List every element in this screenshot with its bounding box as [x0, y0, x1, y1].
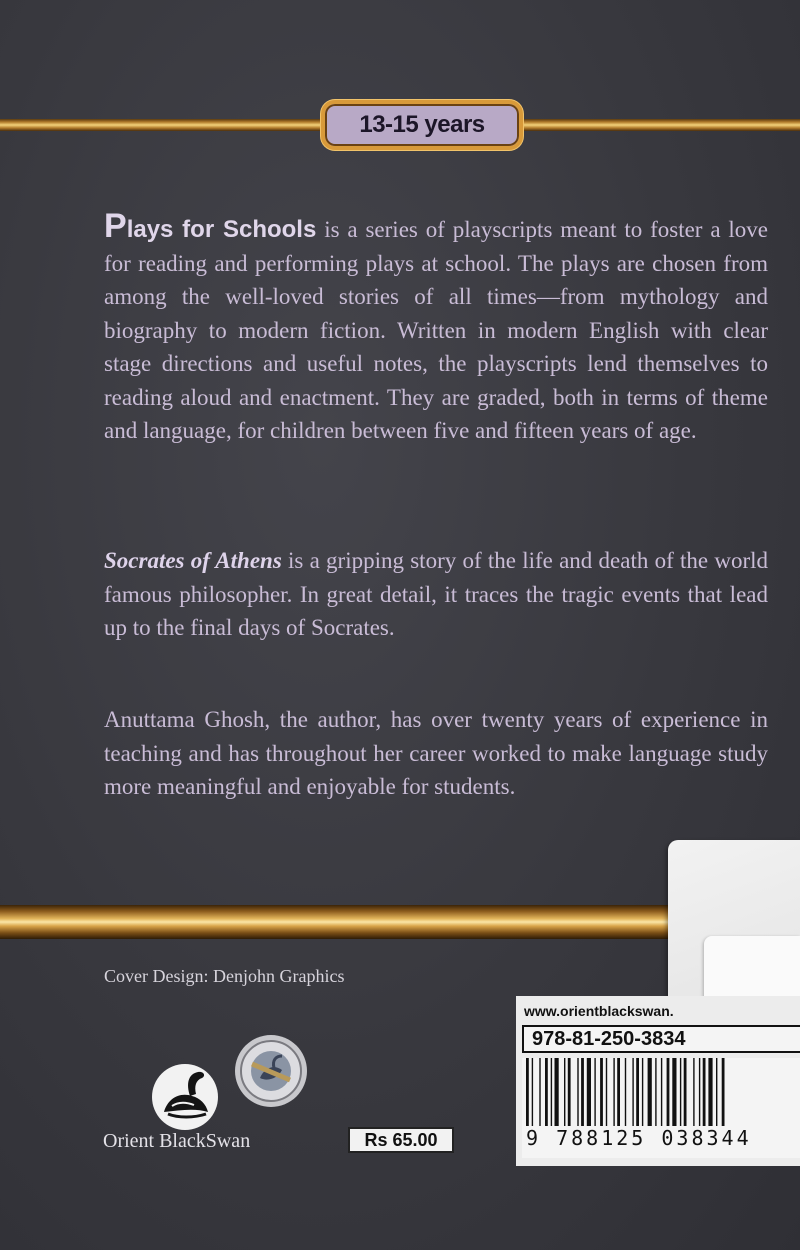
- book-description-text: is a gripping story of the life and death of the world famous philosopher. In great detail, it traces the tragic events that lead up to the final days of Socrates.: [104, 548, 768, 640]
- series-description: [104, 207, 768, 448]
- age-range-label: 13-15 years: [359, 111, 485, 138]
- cover-design-credit: Cover Design: Denjohn Graphics: [104, 966, 345, 986]
- book-description: [104, 544, 768, 645]
- isbn-number: 978-81-250-3834: [522, 1025, 800, 1053]
- series-dropcap: P: [104, 207, 127, 245]
- author-bio: Anuttama Ghosh, the author, has over twenty years of experience in teaching and has throughout her career worked to make language study more meaningful and enjoyable for students.: [104, 707, 768, 799]
- award-seal-icon: [234, 1034, 308, 1108]
- publisher-url: www.orientblackswan.: [524, 1003, 674, 1019]
- swan-logo-icon: [150, 1062, 220, 1132]
- book-title: Socrates of Athens: [104, 548, 282, 573]
- series-name-rest: lays for Schools: [126, 216, 317, 243]
- publisher-name: Orient BlackSwan: [103, 1130, 251, 1152]
- age-range-badge: [321, 100, 523, 150]
- series-description-text: is a series of playscripts meant to foster a love for reading and performing plays at school. The plays are chosen from among the well-loved stories of all times—from mythology and biography to modern fiction. Written in modern English with clear stage directions and useful notes, the playscripts lend themselves to reading aloud and enactment. They are graded, both in terms of theme and language, for children between five and fifteen years of age.: [104, 217, 768, 443]
- series-name: [104, 207, 317, 245]
- price-tag: Rs 65.00: [348, 1127, 454, 1153]
- barcode-digits: 9 788125 038344: [526, 1126, 800, 1154]
